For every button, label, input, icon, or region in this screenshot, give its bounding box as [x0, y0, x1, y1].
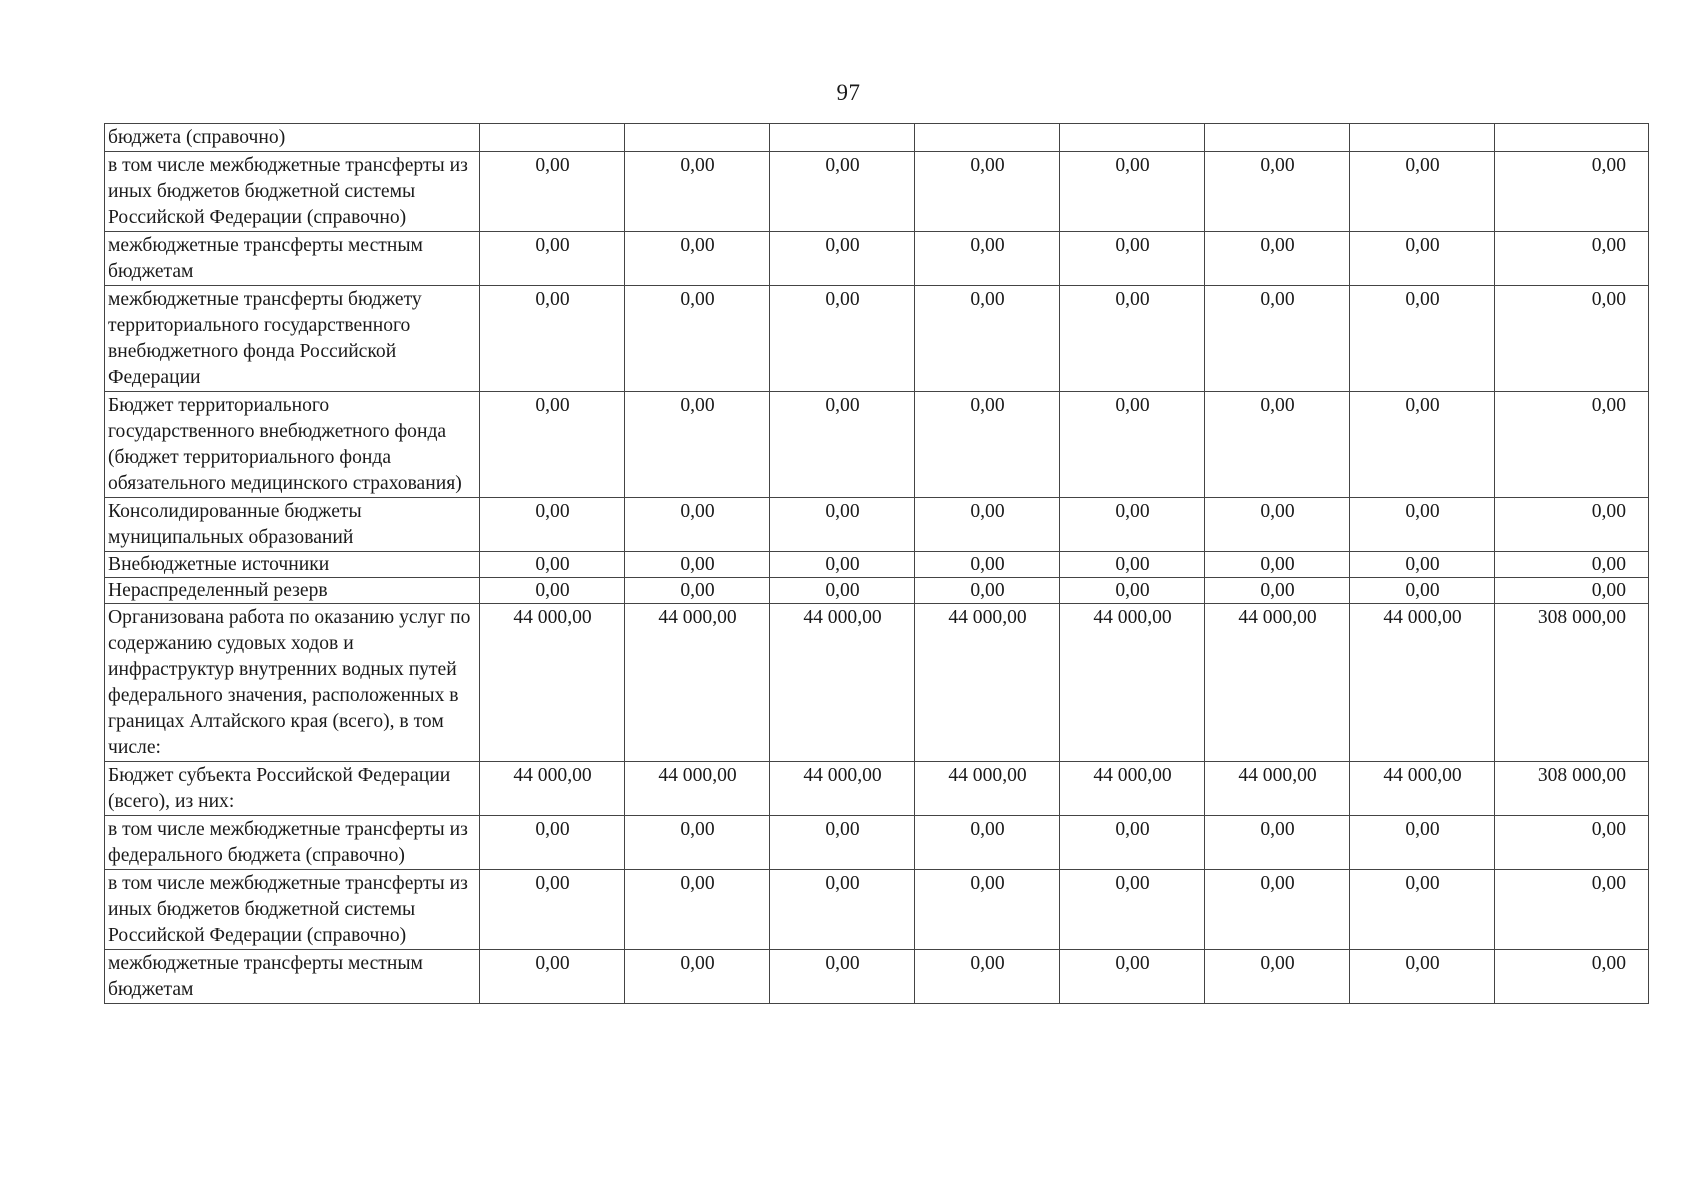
value-cell: 0,00 [480, 578, 625, 604]
row-label: бюджета (справочно) [105, 124, 480, 152]
value-cell: 0,00 [625, 286, 770, 392]
value-cell: 0,00 [625, 578, 770, 604]
value-cell: 0,00 [1205, 816, 1350, 870]
value-cell: 0,00 [770, 392, 915, 498]
value-cell: 0,00 [1350, 950, 1495, 1004]
value-cell: 0,00 [1350, 816, 1495, 870]
table-row [105, 232, 1649, 286]
value-cell: 0,00 [625, 816, 770, 870]
total-cell: 0,00 [1495, 816, 1649, 870]
value-cell: 0,00 [770, 152, 915, 232]
table-row [105, 578, 1649, 604]
value-cell: 0,00 [1350, 392, 1495, 498]
value-cell: 0,00 [1205, 950, 1350, 1004]
value-cell: 0,00 [915, 232, 1060, 286]
value-cell: 0,00 [915, 498, 1060, 552]
value-cell: 0,00 [1205, 232, 1350, 286]
value-cell: 0,00 [1350, 498, 1495, 552]
total-cell: 308 000,00 [1495, 762, 1649, 816]
value-cell: 0,00 [915, 578, 1060, 604]
value-cell: 44 000,00 [1205, 604, 1350, 762]
table-body [105, 124, 1649, 1004]
value-cell: 44 000,00 [1350, 604, 1495, 762]
total-cell: 0,00 [1495, 498, 1649, 552]
page-number: 97 [836, 80, 861, 105]
value-cell: 0,00 [625, 392, 770, 498]
value-cell [1205, 124, 1350, 152]
row-label: Консолидированные бюджеты муниципальных образований [105, 498, 480, 552]
row-label: в том числе межбюджетные трансферты из иных бюджетов бюджетной системы Российской Федерации (справочно) [105, 870, 480, 950]
total-cell: 0,00 [1495, 232, 1649, 286]
value-cell: 0,00 [1060, 392, 1205, 498]
value-cell: 0,00 [915, 152, 1060, 232]
value-cell: 0,00 [1350, 552, 1495, 578]
value-cell: 0,00 [770, 870, 915, 950]
value-cell: 0,00 [480, 870, 625, 950]
value-cell: 0,00 [770, 498, 915, 552]
value-cell: 0,00 [1205, 392, 1350, 498]
row-label: в том числе межбюджетные трансферты из иных бюджетов бюджетной системы Российской Федерации (справочно) [105, 152, 480, 232]
value-cell: 44 000,00 [1060, 762, 1205, 816]
row-label: Организована работа по оказанию услуг по содержанию судовых ходов и инфраструктур внутренних водных путей федерального значения, расположенных в границах Алтайского края (всего), в том числе: [105, 604, 480, 762]
value-cell: 0,00 [1205, 286, 1350, 392]
value-cell: 0,00 [1060, 152, 1205, 232]
value-cell: 0,00 [770, 552, 915, 578]
total-cell: 0,00 [1495, 152, 1649, 232]
table-row [105, 124, 1649, 152]
value-cell: 0,00 [770, 816, 915, 870]
value-cell: 44 000,00 [1350, 762, 1495, 816]
value-cell: 0,00 [480, 152, 625, 232]
value-cell: 0,00 [480, 552, 625, 578]
value-cell: 0,00 [625, 232, 770, 286]
value-cell: 0,00 [915, 392, 1060, 498]
value-cell: 0,00 [1060, 552, 1205, 578]
value-cell: 44 000,00 [625, 762, 770, 816]
value-cell: 0,00 [625, 552, 770, 578]
total-cell: 0,00 [1495, 578, 1649, 604]
value-cell: 44 000,00 [915, 762, 1060, 816]
value-cell: 0,00 [1205, 870, 1350, 950]
value-cell: 0,00 [1350, 232, 1495, 286]
total-cell: 0,00 [1495, 286, 1649, 392]
value-cell: 0,00 [1350, 286, 1495, 392]
value-cell [1060, 124, 1205, 152]
table-row [105, 552, 1649, 578]
row-label: межбюджетные трансферты местным бюджетам [105, 950, 480, 1004]
value-cell: 0,00 [1060, 286, 1205, 392]
value-cell: 0,00 [625, 870, 770, 950]
value-cell: 0,00 [480, 498, 625, 552]
value-cell: 0,00 [1060, 950, 1205, 1004]
value-cell: 0,00 [480, 286, 625, 392]
total-cell: 0,00 [1495, 950, 1649, 1004]
table-row [105, 286, 1649, 392]
value-cell: 0,00 [1350, 870, 1495, 950]
value-cell: 0,00 [480, 950, 625, 1004]
table-row [105, 604, 1649, 762]
total-cell: 308 000,00 [1495, 604, 1649, 762]
value-cell: 0,00 [480, 816, 625, 870]
table-row [105, 762, 1649, 816]
value-cell: 0,00 [1060, 578, 1205, 604]
value-cell [770, 124, 915, 152]
value-cell: 0,00 [1060, 870, 1205, 950]
table-row [105, 816, 1649, 870]
value-cell: 0,00 [480, 392, 625, 498]
value-cell: 0,00 [1350, 152, 1495, 232]
total-cell: 0,00 [1495, 552, 1649, 578]
value-cell: 44 000,00 [770, 762, 915, 816]
value-cell: 0,00 [1060, 816, 1205, 870]
value-cell: 0,00 [625, 498, 770, 552]
value-cell: 0,00 [1350, 578, 1495, 604]
value-cell: 0,00 [915, 552, 1060, 578]
value-cell: 44 000,00 [915, 604, 1060, 762]
value-cell [915, 124, 1060, 152]
value-cell: 0,00 [1205, 152, 1350, 232]
value-cell [480, 124, 625, 152]
value-cell: 0,00 [1205, 578, 1350, 604]
value-cell [625, 124, 770, 152]
value-cell: 0,00 [1060, 498, 1205, 552]
row-label: межбюджетные трансферты бюджету территориального государственного внебюджетного фонда Российской Федерации [105, 286, 480, 392]
table-row [105, 498, 1649, 552]
value-cell: 0,00 [1205, 498, 1350, 552]
value-cell: 0,00 [770, 578, 915, 604]
total-cell: 0,00 [1495, 870, 1649, 950]
value-cell: 0,00 [770, 286, 915, 392]
value-cell: 44 000,00 [1205, 762, 1350, 816]
value-cell: 0,00 [915, 870, 1060, 950]
table-row [105, 950, 1649, 1004]
row-label: Бюджет субъекта Российской Федерации (всего), из них: [105, 762, 480, 816]
value-cell: 44 000,00 [770, 604, 915, 762]
value-cell [1350, 124, 1495, 152]
value-cell: 0,00 [915, 950, 1060, 1004]
row-label: в том числе межбюджетные трансферты из федерального бюджета (справочно) [105, 816, 480, 870]
value-cell: 0,00 [770, 950, 915, 1004]
value-cell: 44 000,00 [480, 762, 625, 816]
value-cell: 44 000,00 [625, 604, 770, 762]
value-cell: 0,00 [1060, 232, 1205, 286]
table-row [105, 392, 1649, 498]
value-cell: 44 000,00 [1060, 604, 1205, 762]
value-cell: 0,00 [480, 232, 625, 286]
row-label: Бюджет территориального государственного внебюджетного фонда (бюджет территориального фонда обязательного медицинского страхования) [105, 392, 480, 498]
table-row [105, 152, 1649, 232]
value-cell: 0,00 [1205, 552, 1350, 578]
row-label: Внебюджетные источники [105, 552, 480, 578]
table-row [105, 870, 1649, 950]
row-label: Нераспределенный резерв [105, 578, 480, 604]
budget-table [104, 123, 1649, 1004]
total-cell: 0,00 [1495, 392, 1649, 498]
value-cell: 0,00 [915, 286, 1060, 392]
row-label: межбюджетные трансферты местным бюджетам [105, 232, 480, 286]
total-cell [1495, 124, 1649, 152]
value-cell: 0,00 [915, 816, 1060, 870]
value-cell: 0,00 [625, 950, 770, 1004]
value-cell: 0,00 [770, 232, 915, 286]
value-cell: 44 000,00 [480, 604, 625, 762]
value-cell: 0,00 [625, 152, 770, 232]
